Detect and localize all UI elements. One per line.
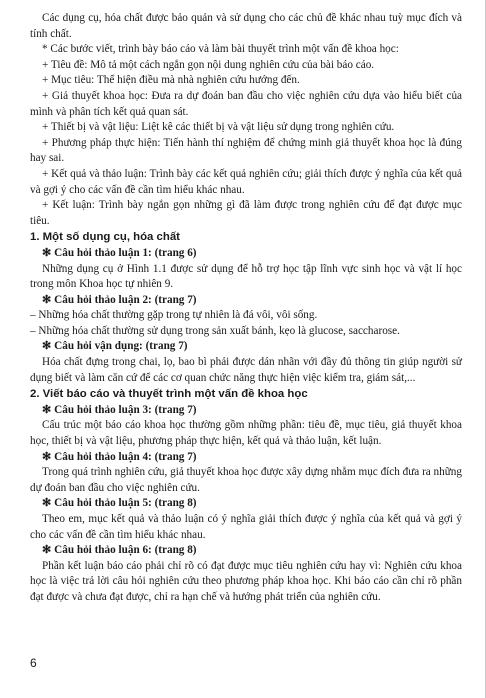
answer-line: – Những hóa chất thường gặp trong tự nhiên là đá vôi, vôi sống. [30, 309, 318, 322]
question-label: ✻ Câu hỏi thảo luận 3: (trang 7) [42, 403, 197, 416]
question-label: ✻ Câu hỏi thảo luận 6: (trang 8) [42, 544, 197, 557]
answer-paragraph: Trong quá trình nghiên cứu, giả thuyết khoa học được xây dựng nhằm mục đích đưa ra những dự đoán ban đầu cho việc nghiên cứu. [30, 466, 462, 494]
step-hypothesis: + Giả thuyết khoa học: Đưa ra dự đoán ban đầu cho việc nghiên cứu dựa vào hiểu biết của mình và phân tích kết quả quan sát. [30, 89, 462, 118]
page-number: 6 [30, 656, 37, 670]
step-results: + Kết quả và thảo luận: Trình bày các kết quả nghiên cứu; giải thích được ý nghĩa của kết quả và gợi ý cho các vấn đề cần tìm hiểu khác nhau. [30, 167, 462, 196]
answer-paragraph: Phần kết luận báo cáo phải chỉ rõ có đạt được mục tiêu nghiên cứu hay vì: Nghiên cứu khoa học là việc trả lời câu hỏi nghiên cứu theo phương pháp khoa học. Khi báo cáo cần chỉ rõ phần đạt được và chưa đạt được, chỉ ra hạn chế và hướng phát triển của nghiên cứu. [30, 559, 462, 603]
section-2-heading: 2. Viết báo cáo và thuyết trình một vấn đề khoa học [30, 388, 308, 401]
step-conclusion: + Kết luận: Trình bày ngắn gọn những gì đã làm được trong nghiên cứu để đạt được mục tiêu. [30, 199, 462, 227]
step-method: + Phương pháp thực hiện: Tiến hành thí nghiệm để chứng minh giả thuyết khoa học là đúng hay sai. [30, 136, 462, 165]
question-label: ✻ Câu hỏi thảo luận 5: (trang 8) [42, 497, 197, 510]
page-content [30, 11, 462, 606]
question-label: ✻ Câu hỏi vận dụng: (trang 7) [42, 340, 188, 353]
answer-paragraph: Những dụng cụ ở Hình 1.1 được sử dụng để hỗ trợ học tập lĩnh vực sinh học và vật lí học trong môn Khoa học tự nhiên 9. [30, 262, 462, 291]
answer-line: – Những hóa chất thường sử dụng trong sản xuất bánh, kẹo là glucose, saccharose. [30, 324, 400, 337]
answer-paragraph: Cấu trúc một báo cáo khoa học thường gồm những phần: tiêu đề, mục tiêu, giả thuyết khoa học, thiết bị và vật liệu, phương pháp thực hiện, kết quả và thảo luận, kết luận. [30, 419, 462, 448]
step-equipment: + Thiết bị và vật liệu: Liệt kê các thiết bị và vật liệu sử dụng trong nghiên cứu. [42, 121, 395, 134]
question-label: ✻ Câu hỏi thảo luận 4: (trang 7) [42, 450, 197, 463]
question-label: ✻ Câu hỏi thảo luận 1: (trang 6) [42, 246, 197, 259]
question-label: ✻ Câu hỏi thảo luận 2: (trang 7) [42, 293, 197, 306]
step-objective: + Mục tiêu: Thể hiện điều mà nhà nghiên cứu hướng đến. [42, 74, 300, 87]
intro-paragraph: Các dụng cụ, hóa chất được bảo quản và sử dụng cho các chủ đề khác nhau tuỳ mục đích và tính chất. [30, 12, 462, 40]
answer-paragraph: Hóa chất đựng trong chai, lọ, bao bì phải được dán nhãn với đầy đủ thông tin giúp người sử dụng biết và làm căn cứ để các cơ quan chức năng thực hiện việc kiểm tra, giám sát,... [30, 356, 462, 384]
answer-paragraph: Theo em, mục kết quả và thảo luận có ý nghĩa giải thích được ý nghĩa của kết quả và gợi ý cho các vấn đề cần tìm hiểu khác nhau. [30, 513, 462, 541]
step-title: + Tiêu đề: Mô tả một cách ngắn gọn nội dung nghiên cứu của bài báo cáo. [42, 58, 375, 71]
section-1-heading: 1. Một số dụng cụ, hóa chất [30, 231, 180, 244]
steps-title: * Các bước viết, trình bày báo cáo và làm bài thuyết trình một vấn đề khoa học: [42, 43, 399, 56]
